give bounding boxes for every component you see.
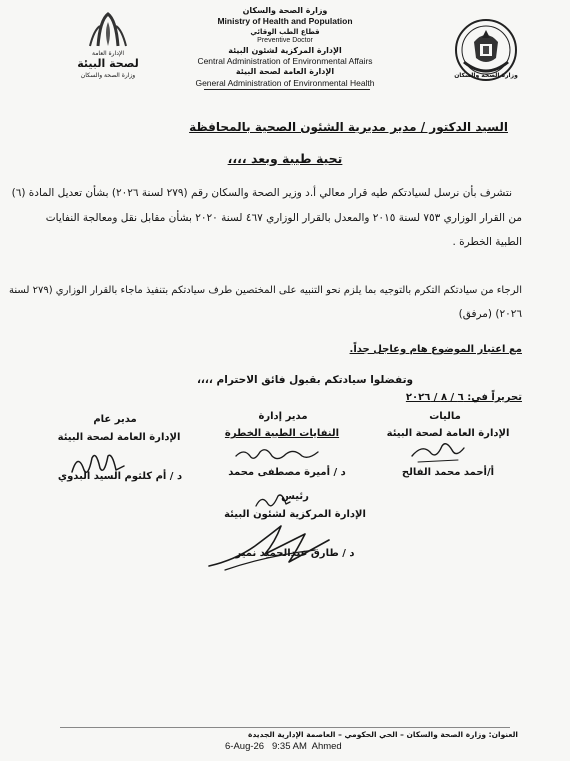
ministry-name-ar: وزارة الصحة والسكان bbox=[242, 6, 328, 15]
print-stamp: 6-Aug-26 9:35 AM Ahmed bbox=[225, 741, 342, 752]
header-rule bbox=[204, 89, 370, 90]
left-logo-line3: وزارة الصحة والسكان bbox=[80, 72, 136, 79]
sector-name-en: Preventive Doctor bbox=[257, 37, 313, 44]
head-dept: الإدارة المركزية لشئون البيئة bbox=[224, 509, 366, 520]
greeting-line: تحية طيبة وبعد ،،،، bbox=[227, 151, 343, 166]
sector-name-ar: قطاع الطب الوقائي bbox=[250, 28, 320, 36]
general-manager-name: د / أم كلثوم السيد البدوي bbox=[57, 471, 183, 482]
ministry-emblem-caption: وزارة الصحة والسكان bbox=[454, 72, 518, 79]
left-logo-line1: الإدارة العامة bbox=[91, 50, 125, 57]
urgent-note: مع اعتبار الموضوع هام وعاجل جداً. bbox=[349, 344, 522, 355]
finance-name: أ/أحمد محمد الفالح bbox=[401, 467, 495, 478]
central-admin-ar: الإدارة المركزية لشئون البيئة bbox=[228, 46, 342, 55]
body-para1-line1: نتشرف بأن نرسل لسيادتكم طيه قرار معالي أ.د وزير الصحة والسكان رقم (٢٧٩ لسنة ٢٠٢٦) بشأن تعديل المادة (٦) bbox=[11, 187, 512, 199]
addressee-line: السيد الدكتور / مدير مديرية الشئون الصحية بالمحافظة bbox=[189, 120, 508, 134]
waste-manager-signature bbox=[232, 444, 322, 466]
finance-signature bbox=[408, 438, 468, 468]
footer-address: العنوان: وزارة الصحة والسكان – الحي الحكومي – العاصمة الإدارية الجديدة bbox=[248, 730, 518, 739]
finance-title: ماليات bbox=[429, 411, 461, 422]
footer-rule bbox=[60, 727, 510, 728]
body-para2-line2: ٢٠٢٦) (مرفق) bbox=[458, 308, 522, 320]
general-admin-en: General Administration of Environmental Health bbox=[195, 78, 375, 88]
body-para2-line1: الرجاء من سيادتكم التكرم بالتوجيه بما يلزم نحو التنبيه على المختصين طرف سيادتكم بتنفيذ ماجاء بالقرار الوزاري (٢٧٩ لسنة bbox=[9, 285, 522, 296]
general-manager-title: مدير عام bbox=[93, 414, 137, 425]
left-logo-line2: لصحة البيئة bbox=[77, 57, 139, 70]
waste-dept-name: النفايات الطبية الخطرة bbox=[224, 428, 340, 439]
general-manager-dept: الإدارة العامة لصحة البيئة bbox=[57, 432, 181, 443]
general-admin-ar: الإدارة العامة لصحة البيئة bbox=[235, 67, 335, 76]
head-signature bbox=[205, 520, 335, 574]
body-para1-line3: الطبية الخطرة . bbox=[452, 236, 522, 248]
date-line: تحريراً في: ٦ / ٨ / ٢٠٢٦ bbox=[405, 392, 522, 403]
closing-line: وتفضلوا سيادتكم بقبول فائق الاحترام ،،،، bbox=[196, 374, 414, 386]
finance-dept: الإدارة العامة لصحة البيئة bbox=[386, 428, 510, 439]
head-title: رئيس bbox=[281, 491, 309, 502]
waste-manager-name: د / أميرة مصطفى محمد bbox=[228, 467, 346, 478]
ministry-name-en: Ministry of Health and Population bbox=[217, 16, 353, 26]
waste-dept-title: مدير إدارة bbox=[258, 411, 308, 422]
environmental-health-logo bbox=[78, 10, 138, 50]
body-para1-line2: من القرار الوزاري ٧٥٣ لسنة ٢٠١٥ والمعدل بالقرار الوزاري ٤٦٧ لسنة ٢٠٢٠ بشأن مقابل نقل ومعالجة النفايات bbox=[45, 212, 522, 224]
head-name: د / طارق عبدالحميد نمير bbox=[235, 548, 355, 559]
central-admin-en: Central Administration of Environmental Affairs bbox=[197, 56, 373, 66]
